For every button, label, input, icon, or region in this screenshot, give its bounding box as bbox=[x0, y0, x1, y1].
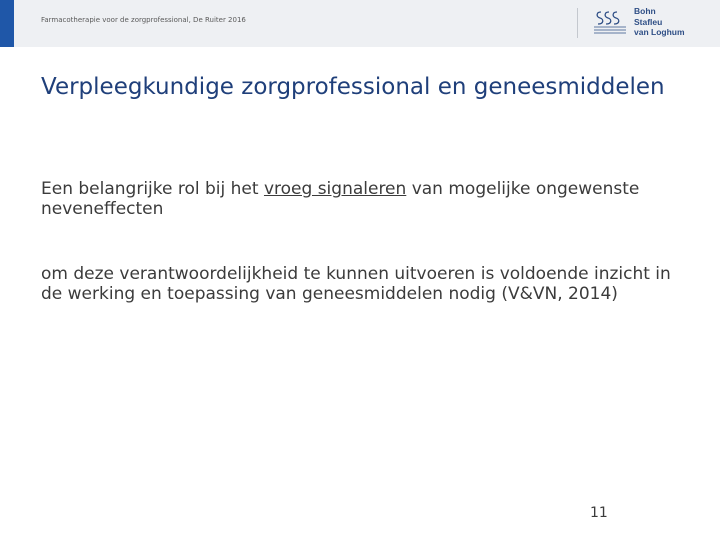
bullet-1-underlined-phrase: vroeg signaleren bbox=[263, 179, 407, 199]
logo-line-1: Bohn bbox=[634, 6, 656, 16]
header-accent-bar bbox=[0, 0, 14, 47]
publisher-logo-icon bbox=[592, 7, 628, 37]
header-divider bbox=[577, 8, 578, 38]
logo-line-3: van Loghum bbox=[634, 27, 685, 37]
publisher-logo bbox=[592, 5, 712, 41]
bullet-2: om deze verantwoordelijkheid te kunnen uitvoeren is voldoende inzicht in de werking en toepassing van geneesmiddelen nodig (V&VN, 2014) bbox=[41, 264, 671, 304]
slide-header bbox=[0, 0, 720, 47]
bullet-1 bbox=[41, 179, 691, 219]
bullet-1-text-end: van mogelijke ongewenste neveneffecten bbox=[41, 179, 640, 219]
bullet-1-text-start: Een belangrijke rol bij het bbox=[41, 179, 264, 199]
slide-title: Verpleegkundige zorgprofessional en geneesmiddelen bbox=[41, 74, 665, 100]
logo-line-2: Stafleu bbox=[634, 16, 663, 27]
header-caption: Farmacotherapie voor de zorgprofessional, De Ruiter 2016 bbox=[41, 16, 246, 24]
page-number: 11 bbox=[590, 505, 608, 521]
